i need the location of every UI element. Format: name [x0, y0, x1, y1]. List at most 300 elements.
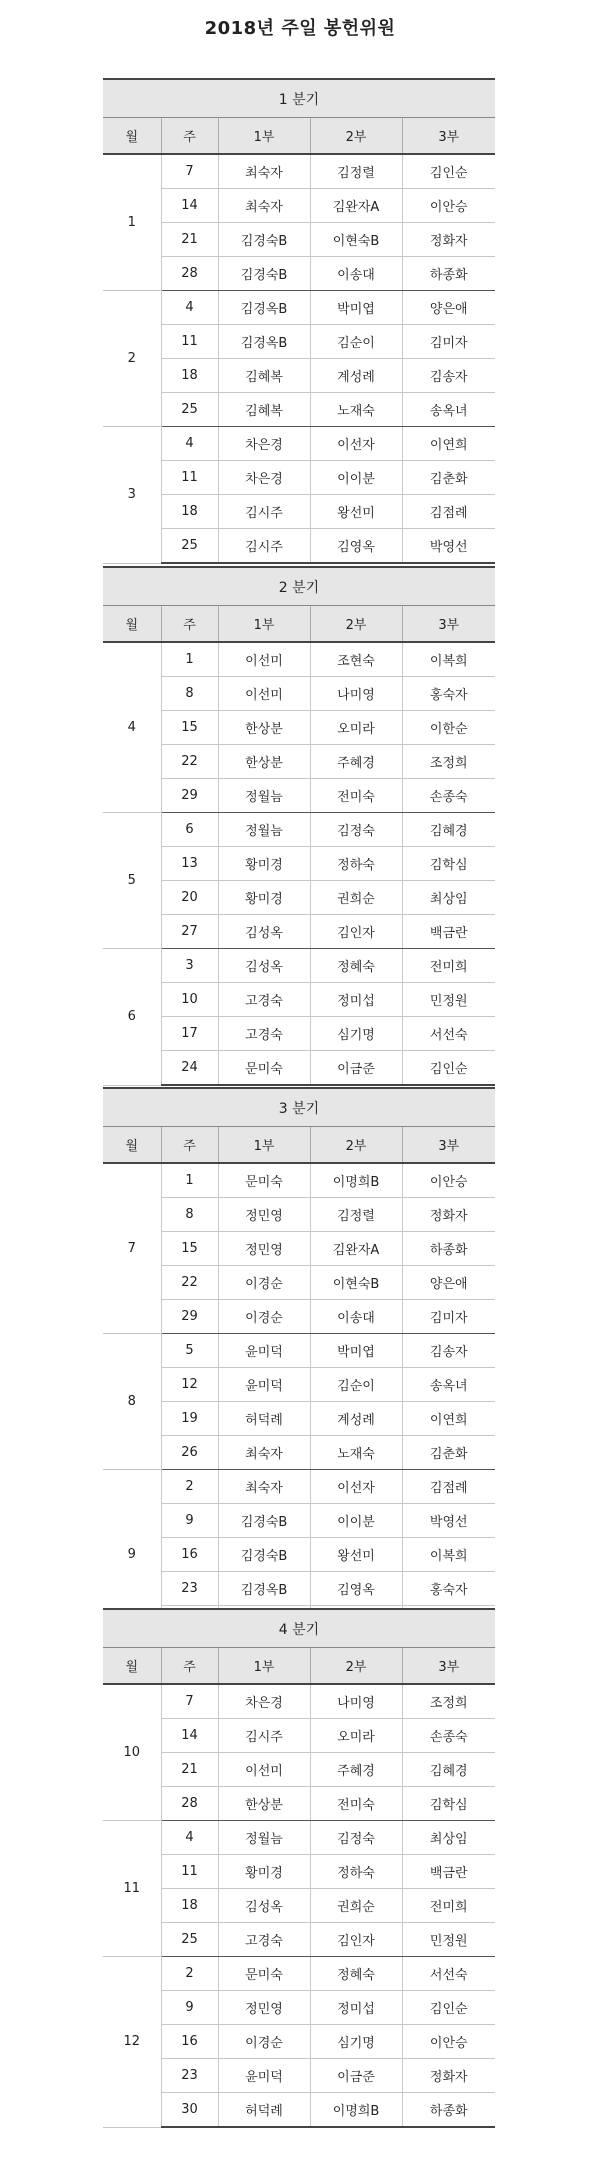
table-row — [103, 1923, 495, 1957]
week-cell: 28 — [161, 1787, 218, 1821]
service-1-cell: 이경순 — [218, 2025, 310, 2059]
table-row — [103, 1198, 495, 1232]
table-row — [103, 881, 495, 915]
service-1-cell: 문미숙 — [218, 1051, 310, 1086]
table-row — [103, 1300, 495, 1334]
schedule-table — [103, 1087, 495, 1641]
service-3-cell: 김인순 — [402, 154, 495, 189]
service-1-cell: 황미경 — [218, 847, 310, 881]
service-1-cell: 최숙자 — [218, 189, 310, 223]
week-cell: 4 — [161, 1821, 218, 1855]
week-cell: 16 — [161, 2025, 218, 2059]
week-cell: 21 — [161, 1753, 218, 1787]
service-1-column-header: 1부 — [218, 606, 310, 643]
table-row — [103, 1266, 495, 1300]
service-2-cell: 권희순 — [310, 1889, 402, 1923]
service-2-cell: 오미라 — [310, 711, 402, 745]
week-cell: 25 — [161, 393, 218, 427]
service-1-cell: 김혜복 — [218, 359, 310, 393]
service-1-cell: 최숙자 — [218, 1470, 310, 1504]
service-3-cell: 박영선 — [402, 1504, 495, 1538]
table-row — [103, 1753, 495, 1787]
week-cell: 18 — [161, 359, 218, 393]
service-3-cell: 김점례 — [402, 495, 495, 529]
week-cell: 9 — [161, 1991, 218, 2025]
table-row — [103, 642, 495, 677]
table-row — [103, 1232, 495, 1266]
table-row — [103, 427, 495, 461]
service-2-cell: 나미영 — [310, 677, 402, 711]
service-2-cell: 주혜경 — [310, 1753, 402, 1787]
month-cell: 9 — [103, 1470, 161, 1641]
table-row — [103, 257, 495, 291]
service-2-cell: 김정렬 — [310, 154, 402, 189]
service-3-cell: 정화자 — [402, 223, 495, 257]
service-3-cell: 김송자 — [402, 359, 495, 393]
week-cell: 7 — [161, 154, 218, 189]
service-1-cell: 최숙자 — [218, 154, 310, 189]
service-3-cell: 하종화 — [402, 257, 495, 291]
week-cell: 14 — [161, 189, 218, 223]
service-1-cell: 이선미 — [218, 677, 310, 711]
service-2-cell: 박미엽 — [310, 1334, 402, 1368]
service-1-cell: 정월늠 — [218, 1821, 310, 1855]
quarter-label: 1 분기 — [103, 79, 495, 118]
service-3-cell: 김혜경 — [402, 1753, 495, 1787]
month-cell: 4 — [103, 642, 161, 813]
month-cell: 1 — [103, 154, 161, 291]
service-3-cell: 박영선 — [402, 529, 495, 564]
service-2-cell: 김영옥 — [310, 1572, 402, 1606]
schedule-table — [103, 78, 495, 564]
week-cell: 2 — [161, 1957, 218, 1991]
week-cell: 15 — [161, 1232, 218, 1266]
service-1-cell: 김성옥 — [218, 949, 310, 983]
week-cell: 13 — [161, 847, 218, 881]
service-3-cell: 김미자 — [402, 325, 495, 359]
service-2-cell: 이명희B — [310, 2093, 402, 2128]
week-cell: 30 — [161, 2093, 218, 2128]
quarter-label: 3 분기 — [103, 1088, 495, 1127]
table-row — [103, 1821, 495, 1855]
week-cell: 1 — [161, 1163, 218, 1198]
service-1-cell: 이선미 — [218, 642, 310, 677]
service-2-cell: 이금준 — [310, 1051, 402, 1086]
week-cell: 29 — [161, 779, 218, 813]
service-2-cell: 정하숙 — [310, 847, 402, 881]
page-title: 2018년 주일 봉헌위원 — [204, 18, 396, 39]
month-cell: 8 — [103, 1334, 161, 1470]
service-1-cell: 김경숙B — [218, 1504, 310, 1538]
service-2-cell: 계성례 — [310, 1402, 402, 1436]
service-2-cell: 노재숙 — [310, 393, 402, 427]
service-3-cell: 김인순 — [402, 1991, 495, 2025]
service-1-cell: 허덕례 — [218, 1402, 310, 1436]
service-3-cell: 조정희 — [402, 1684, 495, 1719]
table-row — [103, 915, 495, 949]
table-row — [103, 529, 495, 564]
table-row — [103, 1889, 495, 1923]
week-cell: 14 — [161, 1719, 218, 1753]
service-3-cell: 이안승 — [402, 189, 495, 223]
month-cell: 6 — [103, 949, 161, 1086]
service-2-cell: 이선자 — [310, 427, 402, 461]
week-cell: 21 — [161, 223, 218, 257]
quarter-label: 4 분기 — [103, 1609, 495, 1648]
table-row — [103, 223, 495, 257]
month-column-header: 월 — [103, 1648, 161, 1685]
week-cell: 29 — [161, 1300, 218, 1334]
service-2-cell: 김인자 — [310, 1923, 402, 1957]
service-2-cell: 나미영 — [310, 1684, 402, 1719]
service-1-cell: 김경옥B — [218, 291, 310, 325]
service-2-cell: 김정숙 — [310, 1821, 402, 1855]
month-column-header: 월 — [103, 606, 161, 643]
week-column-header: 주 — [161, 1648, 218, 1685]
service-1-cell: 김혜복 — [218, 393, 310, 427]
service-2-cell: 주혜경 — [310, 745, 402, 779]
service-2-cell: 계성례 — [310, 359, 402, 393]
table-row — [103, 495, 495, 529]
week-cell: 8 — [161, 677, 218, 711]
table-row — [103, 154, 495, 189]
week-cell: 26 — [161, 1436, 218, 1470]
service-1-cell: 황미경 — [218, 881, 310, 915]
service-1-cell: 김경옥B — [218, 325, 310, 359]
month-cell: 11 — [103, 1821, 161, 1957]
week-cell: 10 — [161, 983, 218, 1017]
service-1-cell: 한상분 — [218, 1787, 310, 1821]
service-3-cell: 김춘화 — [402, 461, 495, 495]
month-cell: 10 — [103, 1684, 161, 1821]
service-2-cell: 이선자 — [310, 1470, 402, 1504]
week-cell: 18 — [161, 495, 218, 529]
quarter-label: 2 분기 — [103, 567, 495, 606]
service-3-cell: 이연희 — [402, 427, 495, 461]
service-1-cell: 김경숙B — [218, 257, 310, 291]
service-1-cell: 정월늠 — [218, 813, 310, 847]
service-3-cell: 김송자 — [402, 1334, 495, 1368]
table-row — [103, 1436, 495, 1470]
month-column-header: 월 — [103, 118, 161, 155]
service-3-column-header: 3부 — [402, 606, 495, 643]
week-cell: 22 — [161, 745, 218, 779]
week-cell: 12 — [161, 1368, 218, 1402]
table-row — [103, 1017, 495, 1051]
table-row — [103, 291, 495, 325]
table-row — [103, 1787, 495, 1821]
service-2-cell: 김완자A — [310, 1232, 402, 1266]
table-row — [103, 2025, 495, 2059]
service-2-cell: 이이분 — [310, 461, 402, 495]
week-cell: 3 — [161, 949, 218, 983]
service-2-cell: 정혜숙 — [310, 1957, 402, 1991]
service-2-cell: 김순이 — [310, 1368, 402, 1402]
service-1-cell: 윤미덕 — [218, 1368, 310, 1402]
service-3-cell: 송옥녀 — [402, 393, 495, 427]
month-cell: 3 — [103, 427, 161, 564]
service-1-cell: 김경숙B — [218, 1538, 310, 1572]
service-2-cell: 전미숙 — [310, 1787, 402, 1821]
service-2-cell: 김정숙 — [310, 813, 402, 847]
service-2-column-header: 2부 — [310, 118, 402, 155]
service-2-cell: 정미섭 — [310, 983, 402, 1017]
week-cell: 28 — [161, 257, 218, 291]
service-2-cell: 김정렬 — [310, 1198, 402, 1232]
table-row — [103, 1684, 495, 1719]
service-1-cell: 이경순 — [218, 1266, 310, 1300]
table-row — [103, 1504, 495, 1538]
table-row — [103, 189, 495, 223]
service-3-cell: 홍숙자 — [402, 1572, 495, 1606]
service-1-cell: 윤미덕 — [218, 1334, 310, 1368]
service-3-cell: 이안승 — [402, 1163, 495, 1198]
week-cell: 18 — [161, 1889, 218, 1923]
table-row — [103, 1991, 495, 2025]
service-2-cell: 조현숙 — [310, 642, 402, 677]
service-2-cell: 이현숙B — [310, 1266, 402, 1300]
service-3-cell: 민정원 — [402, 1923, 495, 1957]
service-3-cell: 전미희 — [402, 949, 495, 983]
week-cell: 11 — [161, 461, 218, 495]
service-3-cell: 김춘화 — [402, 1436, 495, 1470]
service-2-column-header: 2부 — [310, 606, 402, 643]
table-row — [103, 949, 495, 983]
table-row — [103, 2093, 495, 2128]
service-1-cell: 한상분 — [218, 745, 310, 779]
week-cell: 17 — [161, 1017, 218, 1051]
service-3-cell: 이복희 — [402, 1538, 495, 1572]
table-row — [103, 1572, 495, 1606]
service-1-cell: 김성옥 — [218, 915, 310, 949]
service-3-cell: 양은애 — [402, 291, 495, 325]
service-2-cell: 정하숙 — [310, 1855, 402, 1889]
service-1-cell: 차은경 — [218, 427, 310, 461]
table-row — [103, 847, 495, 881]
service-2-cell: 권희순 — [310, 881, 402, 915]
week-cell: 11 — [161, 1855, 218, 1889]
service-2-cell: 노재숙 — [310, 1436, 402, 1470]
service-2-cell: 이현숙B — [310, 223, 402, 257]
service-1-cell: 정민영 — [218, 1991, 310, 2025]
week-cell: 9 — [161, 1504, 218, 1538]
service-3-cell: 이복희 — [402, 642, 495, 677]
service-1-cell: 고경숙 — [218, 983, 310, 1017]
service-3-cell: 하종화 — [402, 2093, 495, 2128]
week-cell: 4 — [161, 291, 218, 325]
service-3-cell: 손종숙 — [402, 1719, 495, 1753]
service-3-cell: 정화자 — [402, 2059, 495, 2093]
service-1-cell: 정민영 — [218, 1232, 310, 1266]
quarter-section — [103, 1608, 495, 2128]
week-cell: 16 — [161, 1538, 218, 1572]
table-row — [103, 325, 495, 359]
table-row — [103, 1855, 495, 1889]
service-3-cell: 백금란 — [402, 915, 495, 949]
service-1-cell: 김시주 — [218, 495, 310, 529]
service-1-cell: 차은경 — [218, 461, 310, 495]
week-cell: 1 — [161, 642, 218, 677]
table-row — [103, 1719, 495, 1753]
service-1-cell: 최숙자 — [218, 1436, 310, 1470]
service-3-cell: 김인순 — [402, 1051, 495, 1086]
service-2-cell: 이송대 — [310, 1300, 402, 1334]
service-2-cell: 이명희B — [310, 1163, 402, 1198]
table-row — [103, 2059, 495, 2093]
service-1-cell: 고경숙 — [218, 1017, 310, 1051]
month-column-header: 월 — [103, 1127, 161, 1164]
service-3-cell: 송옥녀 — [402, 1368, 495, 1402]
table-row — [103, 1051, 495, 1086]
service-1-cell: 이선미 — [218, 1753, 310, 1787]
service-3-cell: 조정희 — [402, 745, 495, 779]
service-3-cell: 전미희 — [402, 1889, 495, 1923]
table-row — [103, 677, 495, 711]
service-3-cell: 김점례 — [402, 1470, 495, 1504]
table-row — [103, 1334, 495, 1368]
quarter-section — [103, 1087, 495, 1641]
service-2-cell: 오미라 — [310, 1719, 402, 1753]
service-1-cell: 문미숙 — [218, 1163, 310, 1198]
month-cell: 2 — [103, 291, 161, 427]
service-2-cell: 이송대 — [310, 257, 402, 291]
service-3-cell: 손종숙 — [402, 779, 495, 813]
quarter-section — [103, 566, 495, 1086]
service-3-cell: 하종화 — [402, 1232, 495, 1266]
week-cell: 23 — [161, 2059, 218, 2093]
week-cell: 15 — [161, 711, 218, 745]
week-cell: 2 — [161, 1470, 218, 1504]
service-2-cell: 김인자 — [310, 915, 402, 949]
month-cell: 12 — [103, 1957, 161, 2128]
service-3-cell: 김학심 — [402, 847, 495, 881]
service-1-column-header: 1부 — [218, 118, 310, 155]
week-cell: 25 — [161, 1923, 218, 1957]
service-3-cell: 김학심 — [402, 1787, 495, 1821]
week-cell: 4 — [161, 427, 218, 461]
service-3-column-header: 3부 — [402, 1127, 495, 1164]
week-column-header: 주 — [161, 118, 218, 155]
service-3-column-header: 3부 — [402, 118, 495, 155]
table-row — [103, 393, 495, 427]
service-1-cell: 김성옥 — [218, 1889, 310, 1923]
week-cell: 19 — [161, 1402, 218, 1436]
table-row — [103, 1402, 495, 1436]
service-1-cell: 한상분 — [218, 711, 310, 745]
month-cell: 7 — [103, 1163, 161, 1334]
service-2-cell: 심기명 — [310, 1017, 402, 1051]
week-cell: 8 — [161, 1198, 218, 1232]
table-row — [103, 1163, 495, 1198]
week-column-header: 주 — [161, 1127, 218, 1164]
table-row — [103, 461, 495, 495]
service-3-cell: 백금란 — [402, 1855, 495, 1889]
week-cell: 27 — [161, 915, 218, 949]
week-cell: 5 — [161, 1334, 218, 1368]
service-3-cell: 민정원 — [402, 983, 495, 1017]
month-cell: 5 — [103, 813, 161, 949]
service-2-cell: 왕선미 — [310, 495, 402, 529]
service-2-cell: 이금준 — [310, 2059, 402, 2093]
service-2-column-header: 2부 — [310, 1127, 402, 1164]
service-1-column-header: 1부 — [218, 1648, 310, 1685]
service-2-cell: 이이분 — [310, 1504, 402, 1538]
service-1-cell: 김경숙B — [218, 223, 310, 257]
week-cell: 7 — [161, 1684, 218, 1719]
service-1-column-header: 1부 — [218, 1127, 310, 1164]
service-2-cell: 정미섭 — [310, 1991, 402, 2025]
week-cell: 23 — [161, 1572, 218, 1606]
service-1-cell: 김시주 — [218, 1719, 310, 1753]
service-2-cell: 김순이 — [310, 325, 402, 359]
service-1-cell: 윤미덕 — [218, 2059, 310, 2093]
service-3-cell: 최상임 — [402, 1821, 495, 1855]
service-3-column-header: 3부 — [402, 1648, 495, 1685]
schedule-table — [103, 1608, 495, 2128]
table-row — [103, 983, 495, 1017]
week-cell: 25 — [161, 529, 218, 564]
service-2-cell: 심기명 — [310, 2025, 402, 2059]
service-3-cell: 이한순 — [402, 711, 495, 745]
schedule-table — [103, 566, 495, 1086]
table-row — [103, 1538, 495, 1572]
service-1-cell: 황미경 — [218, 1855, 310, 1889]
service-1-cell: 허덕례 — [218, 2093, 310, 2128]
service-1-cell: 고경숙 — [218, 1923, 310, 1957]
quarter-section — [103, 78, 495, 564]
table-row — [103, 359, 495, 393]
table-row — [103, 779, 495, 813]
service-2-cell: 김영옥 — [310, 529, 402, 564]
table-row — [103, 813, 495, 847]
service-2-cell: 김완자A — [310, 189, 402, 223]
service-3-cell: 홍숙자 — [402, 677, 495, 711]
service-2-cell: 왕선미 — [310, 1538, 402, 1572]
table-row — [103, 1470, 495, 1504]
service-1-cell: 김경옥B — [218, 1572, 310, 1606]
service-3-cell: 이안승 — [402, 2025, 495, 2059]
service-1-cell: 문미숙 — [218, 1957, 310, 1991]
week-cell: 6 — [161, 813, 218, 847]
service-1-cell: 정월늠 — [218, 779, 310, 813]
service-1-cell: 차은경 — [218, 1684, 310, 1719]
service-3-cell: 김혜경 — [402, 813, 495, 847]
service-2-column-header: 2부 — [310, 1648, 402, 1685]
week-column-header: 주 — [161, 606, 218, 643]
week-cell: 22 — [161, 1266, 218, 1300]
service-1-cell: 정민영 — [218, 1198, 310, 1232]
service-2-cell: 정혜숙 — [310, 949, 402, 983]
service-3-cell: 서선숙 — [402, 1957, 495, 1991]
week-cell: 24 — [161, 1051, 218, 1086]
service-1-cell: 이경순 — [218, 1300, 310, 1334]
week-cell: 11 — [161, 325, 218, 359]
service-3-cell: 정화자 — [402, 1198, 495, 1232]
service-2-cell: 전미숙 — [310, 779, 402, 813]
table-row — [103, 1957, 495, 1991]
service-3-cell: 김미자 — [402, 1300, 495, 1334]
service-2-cell: 박미엽 — [310, 291, 402, 325]
service-3-cell: 최상임 — [402, 881, 495, 915]
table-row — [103, 745, 495, 779]
service-1-cell: 김시주 — [218, 529, 310, 564]
service-3-cell: 양은애 — [402, 1266, 495, 1300]
service-3-cell: 이연희 — [402, 1402, 495, 1436]
table-row — [103, 711, 495, 745]
week-cell: 20 — [161, 881, 218, 915]
service-3-cell: 서선숙 — [402, 1017, 495, 1051]
table-row — [103, 1368, 495, 1402]
